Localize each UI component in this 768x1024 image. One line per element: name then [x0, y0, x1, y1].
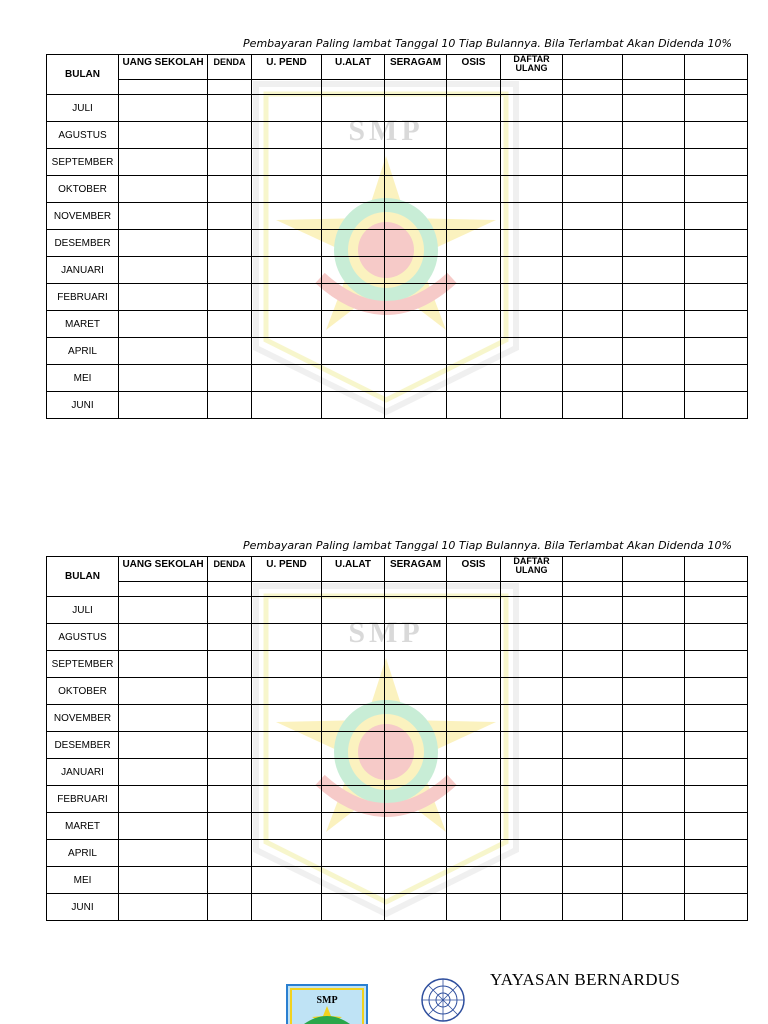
- month-cell: JULI: [47, 597, 119, 624]
- payment-notice: Pembayaran Paling lambat Tanggal 10 Tiap Bulannya. Bila Terlambat Akan Didenda 10%: [243, 37, 732, 50]
- payment-notice: Pembayaran Paling lambat Tanggal 10 Tiap Bulannya. Bila Terlambat Akan Didenda 10%: [243, 539, 732, 552]
- month-cell: MARET: [47, 311, 119, 338]
- month-cell: FEBRUARI: [47, 786, 119, 813]
- payment-table-2: [46, 556, 748, 921]
- header-u-pend: U. PEND: [252, 55, 322, 80]
- yayasan-name: YAYASAN BERNARDUS: [490, 970, 681, 989]
- month-cell: AGUSTUS: [47, 624, 119, 651]
- header-seragam: SERAGAM: [385, 557, 447, 582]
- month-cell: JUNI: [47, 392, 119, 419]
- month-cell: OKTOBER: [47, 176, 119, 203]
- header-osis: OSIS: [447, 557, 501, 582]
- month-cell: APRIL: [47, 840, 119, 867]
- month-cell: DESEMBER: [47, 732, 119, 759]
- header-uang-sekolah: UANG SEKOLAH: [119, 557, 208, 582]
- header-blank: [685, 557, 748, 582]
- month-cell: FEBRUARI: [47, 284, 119, 311]
- month-cell: JULI: [47, 95, 119, 122]
- svg-text:SMP: SMP: [348, 616, 424, 649]
- month-cell: NOVEMBER: [47, 203, 119, 230]
- month-cell: MARET: [47, 813, 119, 840]
- month-cell: JUNI: [47, 894, 119, 921]
- header-u-alat: U.ALAT: [322, 557, 385, 582]
- smp-logo: [286, 984, 368, 1024]
- header-daftar-ulang: DAFTAR ULANG: [501, 557, 563, 582]
- header-denda: DENDA: [208, 557, 252, 582]
- header-denda: DENDA: [208, 55, 252, 80]
- header-bulan: BULAN: [47, 55, 119, 95]
- month-cell: MEI: [47, 867, 119, 894]
- header-uang-sekolah: UANG SEKOLAH: [119, 55, 208, 80]
- header-u-pend: U. PEND: [252, 557, 322, 582]
- svg-text:SMP: SMP: [348, 114, 424, 147]
- month-cell: JANUARI: [47, 759, 119, 786]
- bernardus-seal-icon: [417, 977, 469, 1023]
- header-daftar-ulang: DAFTAR ULANG: [501, 55, 563, 80]
- month-cell: AGUSTUS: [47, 122, 119, 149]
- header-u-alat: U.ALAT: [322, 55, 385, 80]
- month-cell: MEI: [47, 365, 119, 392]
- header-blank: [563, 557, 623, 582]
- header-seragam: SERAGAM: [385, 55, 447, 80]
- month-cell: SEPTEMBER: [47, 149, 119, 176]
- header-osis: OSIS: [447, 55, 501, 80]
- header-blank: [563, 55, 623, 80]
- header-blank: [623, 55, 685, 80]
- month-cell: APRIL: [47, 338, 119, 365]
- month-cell: OKTOBER: [47, 678, 119, 705]
- payment-table-1: [46, 54, 748, 419]
- month-cell: SEPTEMBER: [47, 651, 119, 678]
- header-blank: [685, 55, 748, 80]
- month-cell: NOVEMBER: [47, 705, 119, 732]
- header-blank: [623, 557, 685, 582]
- month-cell: JANUARI: [47, 257, 119, 284]
- logo-text: SMP: [316, 995, 338, 1006]
- header-bulan: BULAN: [47, 557, 119, 597]
- month-cell: DESEMBER: [47, 230, 119, 257]
